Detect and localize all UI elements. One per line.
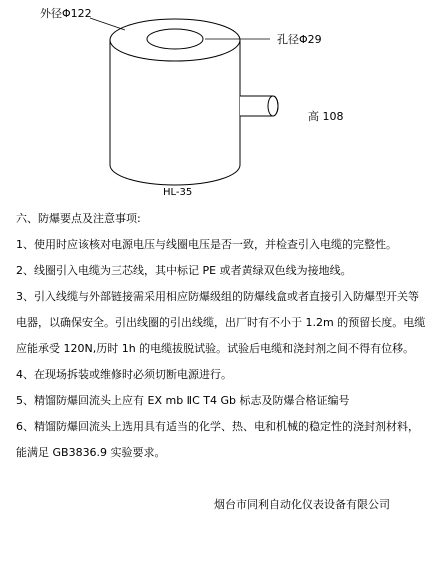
coil-diagram: [0, 0, 445, 200]
note-item-5: 5、精馏防爆回流头上应有 EX mb ⅡC T4 Gb 标志及防爆合格证编号: [16, 394, 350, 407]
outer-diameter-label: 外径Φ122: [40, 7, 92, 20]
height-label: 高 108: [308, 110, 344, 123]
hole-diameter-label: 孔径Φ29: [277, 33, 322, 46]
note-item-4: 4、在现场拆装或维修时必须切断电源进行。: [16, 368, 232, 381]
center-hole: [147, 29, 203, 49]
cable-port: [240, 96, 278, 116]
cylinder-drawing: [0, 0, 445, 200]
note-item-2: 2、线圈引入电缆为三芯线，其中标记 PE 或者黄绿双色线为接地线。: [16, 264, 352, 277]
model-label: HL-35: [163, 187, 193, 198]
note-item-3: 3、引入线缆与外部链接需采用相应防爆级组的防爆线盒或者直接引入防爆型开关等电器，以确保安全。引出线圈的引出线缆，出厂时有不小于 1.2m 的预留长度。电缆应能承受 120N,历时 1h 的电缆拔脱试验。试验后电缆和浇封剂之间不得有位移。: [16, 290, 426, 355]
cylinder-bottom-arc: [110, 165, 240, 185]
company-name: 烟台市同利自动化仪表设备有限公司: [214, 498, 390, 511]
section-heading: 六、防爆要点及注意事项:: [16, 212, 141, 225]
note-item-6: 6、精馏防爆回流头上选用具有适当的化学、热、电和机械的稳定性的浇封剂材料，能满足 GB3836.9 实验要求。: [16, 420, 419, 459]
note-item-1: 1、使用时应该核对电源电压与线圈电压是否一致，并检查引入电缆的完整性。: [16, 238, 397, 251]
outer-diameter-leader: [90, 18, 125, 30]
precautions-section: [16, 206, 426, 466]
